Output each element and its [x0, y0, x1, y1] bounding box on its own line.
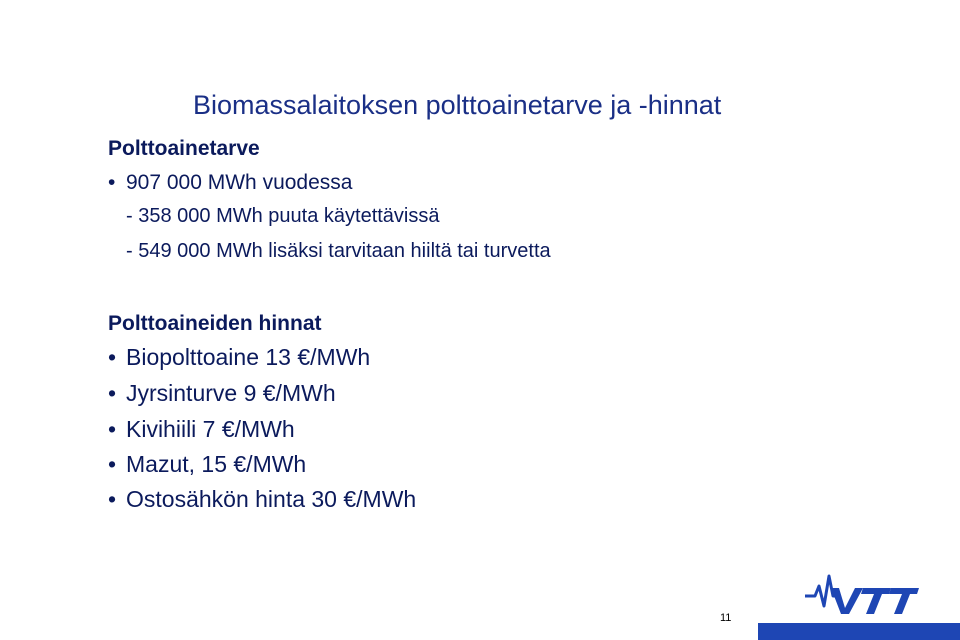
page-number: 11	[720, 612, 732, 624]
demand-heading: Polttoainetarve	[108, 137, 260, 160]
bullet-icon: •	[108, 380, 117, 406]
bullet-icon: •	[108, 344, 117, 370]
price-item	[108, 451, 306, 478]
demand-bullet	[108, 171, 352, 195]
price-item-text: Biopolttoaine 13 €/MWh	[126, 344, 371, 370]
bullet-icon: •	[108, 416, 117, 442]
bullet-icon: •	[108, 486, 117, 512]
prices-heading: Polttoaineiden hinnat	[108, 312, 322, 335]
demand-bullet-text: 907 000 MWh vuodessa	[126, 171, 353, 194]
price-item	[108, 344, 370, 371]
price-item	[108, 486, 416, 513]
price-item-text: Jyrsinturve 9 €/MWh	[126, 380, 336, 406]
bullet-icon: •	[108, 451, 117, 477]
slide-title: Biomassalaitoksen polttoainetarve ja -hinnat	[193, 90, 722, 120]
demand-sub-item: - 358 000 MWh puuta käytettävissä	[126, 205, 440, 227]
demand-sub-item: - 549 000 MWh lisäksi tarvitaan hiiltä tai turvetta	[126, 240, 551, 262]
bullet-icon: •	[108, 171, 116, 194]
vtt-logo-icon	[803, 572, 919, 616]
footer-bar	[758, 623, 960, 640]
price-item	[108, 380, 336, 407]
price-item	[108, 416, 295, 443]
price-item-text: Mazut, 15 €/MWh	[126, 451, 307, 477]
price-item-text: Ostosähkön hinta 30 €/MWh	[126, 486, 417, 512]
price-item-text: Kivihiili 7 €/MWh	[126, 416, 295, 442]
